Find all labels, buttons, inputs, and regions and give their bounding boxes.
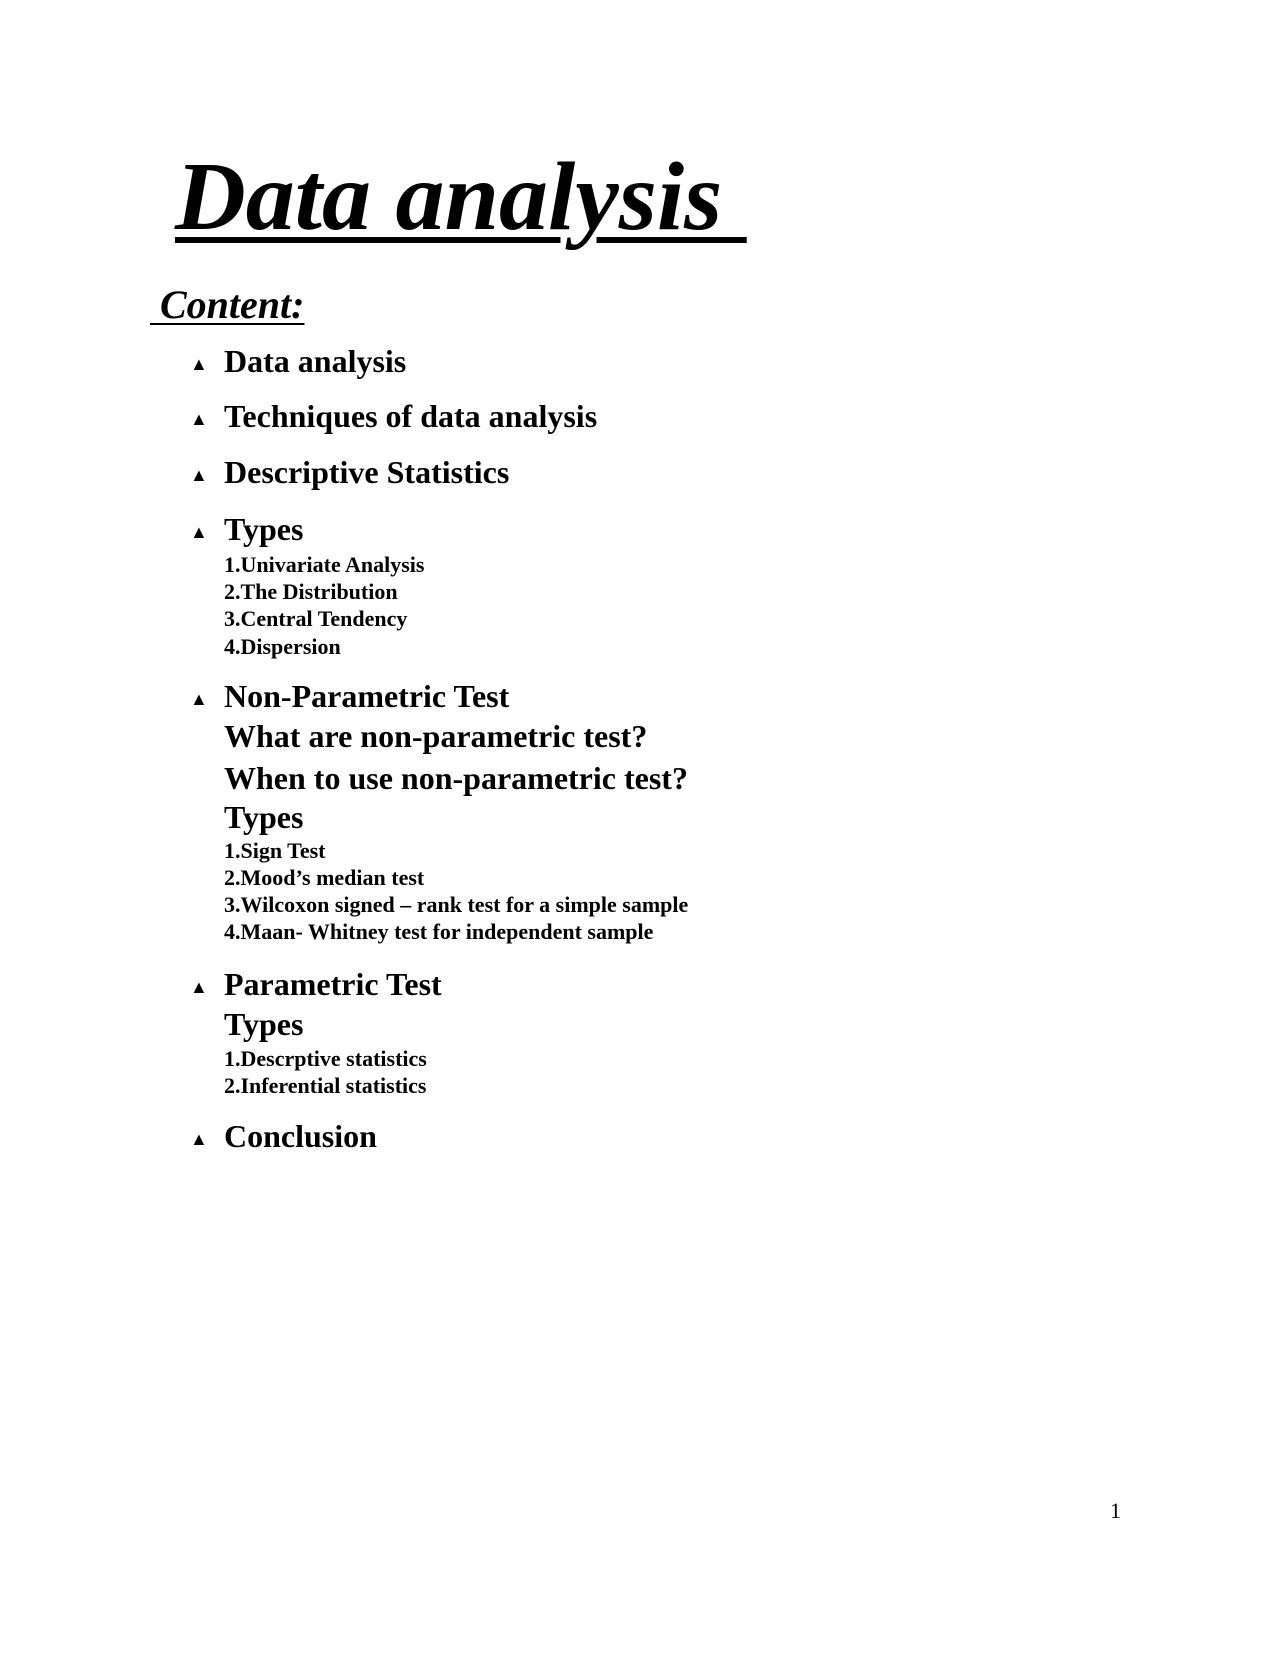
toc-item-heading: Types	[224, 511, 304, 547]
toc-subheading: Types	[224, 799, 304, 835]
document-title: Data analysis	[175, 143, 747, 251]
toc-subheading: What are non-parametric test?	[224, 718, 648, 754]
toc-subitem: 3.Wilcoxon signed – rank test for a simple sample	[224, 892, 689, 917]
triangle-bullet-icon: ▲	[190, 1129, 208, 1149]
toc-item-heading: Techniques of data analysis	[224, 398, 598, 434]
toc-subitem: 4.Maan- Whitney test for independent sample	[224, 919, 654, 944]
triangle-bullet-icon: ▲	[190, 465, 208, 485]
triangle-bullet-icon: ▲	[190, 354, 208, 374]
triangle-bullet-icon: ▲	[190, 689, 208, 709]
toc-item-heading: Parametric Test	[224, 966, 442, 1002]
toc-subitem: 2.The Distribution	[224, 579, 398, 604]
toc-subitem: 1.Univariate Analysis	[224, 552, 425, 577]
content-label: Content:	[150, 282, 305, 327]
toc-subitem: 2.Inferential statistics	[224, 1073, 427, 1098]
triangle-bullet-icon: ▲	[190, 977, 208, 997]
toc-subheading: Types	[224, 1006, 304, 1042]
toc-subheading: When to use non-parametric test?	[224, 760, 688, 796]
toc-item-heading: Non-Parametric Test	[224, 678, 510, 714]
toc-item-heading: Conclusion	[224, 1118, 377, 1154]
toc-subitem: 4.Dispersion	[224, 634, 341, 659]
toc-subitem: 1.Sign Test	[224, 838, 326, 863]
toc-item-heading: Descriptive Statistics	[224, 454, 510, 490]
page-number: 1	[1110, 1498, 1121, 1523]
toc-item-heading: Data analysis	[224, 343, 407, 379]
toc-subitem: 2.Mood’s median test	[224, 865, 425, 890]
triangle-bullet-icon: ▲	[190, 409, 208, 429]
toc-subitem: 1.Descrptive statistics	[224, 1046, 427, 1071]
toc-subitem: 3.Central Tendency	[224, 606, 408, 631]
triangle-bullet-icon: ▲	[190, 522, 208, 542]
